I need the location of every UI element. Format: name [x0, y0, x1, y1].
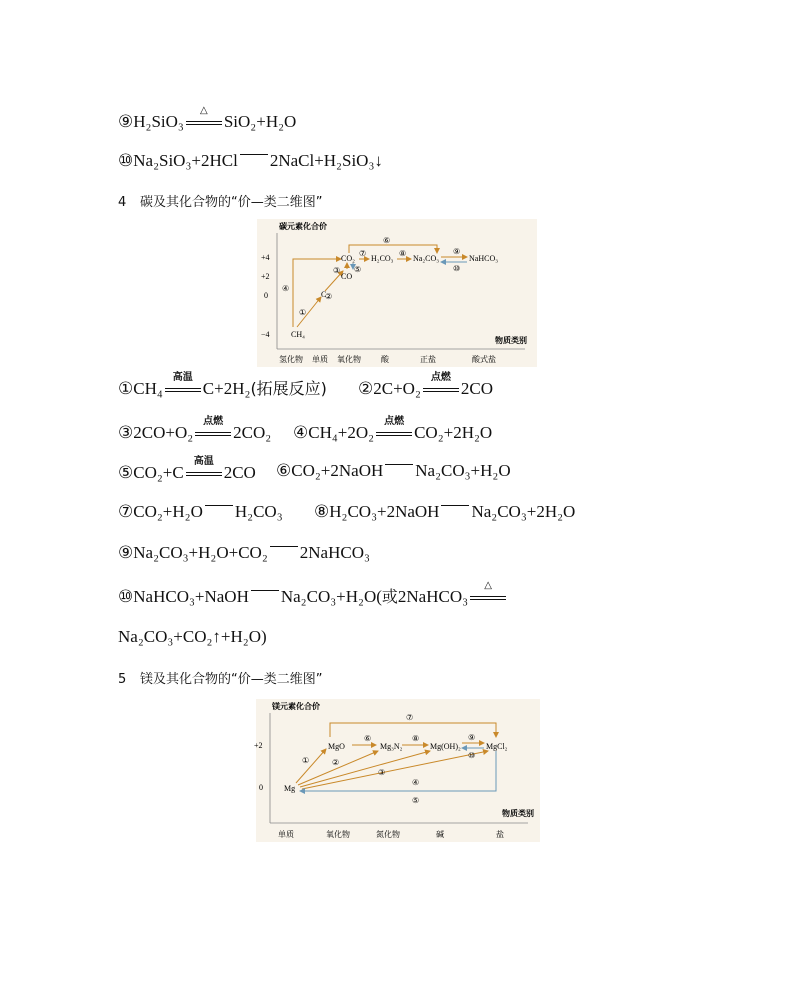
equation-lhs: H₂SiO₃: [133, 112, 184, 131]
route-label: ⑤: [412, 796, 420, 805]
route-label: ⑧: [399, 249, 407, 258]
magnesium-valence-class-diagram: [256, 699, 540, 842]
carbon-equation-1: [118, 372, 327, 398]
y-axis-title: 镁元素化合价: [272, 702, 320, 711]
carbon-equation-6: [276, 462, 511, 479]
x-category: 酸式盐: [472, 355, 496, 364]
equation-number: ⑨: [118, 112, 134, 131]
equation-rhs: SiO₂+H₂O: [223, 112, 297, 131]
species-mgcl2: MgCl₂: [486, 742, 508, 751]
equation-rhs: 2NaHCO₃: [299, 543, 370, 562]
x-category: 单质: [278, 830, 294, 839]
route-label: ⑨: [468, 733, 476, 742]
route-label: ⑩: [453, 264, 461, 273]
species-na2co3: Na₂CO₃: [413, 254, 440, 263]
route-label: ⑥: [364, 734, 372, 743]
route-label: ②: [325, 292, 333, 301]
species-co2: CO₂: [341, 254, 355, 263]
alternative-prefix: 或: [381, 587, 398, 606]
y-tick: +2: [254, 741, 263, 750]
equals-sign: [205, 505, 233, 514]
carbon-equation-5: [118, 456, 256, 482]
species-mgo: MgO: [328, 742, 345, 751]
equation-rhs: CO₂+2H₂O: [414, 423, 493, 442]
equation-lhs: CO₂+2NaOH: [291, 461, 384, 480]
x-category: 氧化物: [337, 355, 361, 364]
species-mgoh2: Mg(OH)₂: [430, 742, 461, 751]
equation-rhs: Na₂CO₃+H₂O(: [280, 587, 382, 606]
y-tick: 0: [259, 783, 263, 792]
equals-sign: [240, 154, 268, 163]
equation-rhs: H₂CO₃: [234, 502, 283, 521]
equation-rhs: C+2H₂: [202, 379, 251, 398]
equation-rhs: 2NaCl+H₂SiO₃↓: [269, 151, 383, 170]
ignite-condition: 点燃: [376, 422, 412, 440]
section-title: 碳及其化合物的“价—类二维图”: [140, 195, 323, 210]
equation-number: ⑩: [118, 587, 134, 606]
equation-number: ⑨: [118, 543, 134, 562]
route-2-arrow: [298, 751, 378, 785]
carbon-equation-10: [118, 580, 508, 606]
equation-rhs: 2CO: [460, 379, 494, 398]
equation-lhs: CO₂+C: [133, 463, 184, 482]
high-temp-condition: 高温: [165, 378, 201, 396]
equation-lhs: NaHCO₃+NaOH: [133, 587, 249, 606]
section-4-heading: [118, 191, 322, 210]
alternative-lhs: 2NaHCO₃: [397, 587, 469, 606]
route-label: ⑤: [354, 265, 362, 274]
x-category: 氧化物: [326, 830, 350, 839]
species-co: CO: [341, 272, 353, 281]
heat-condition: △: [470, 586, 506, 604]
route-label: ④: [282, 284, 290, 293]
species-ch4: CH₄: [291, 330, 305, 339]
route-1-arrow: [296, 749, 326, 783]
equation-rhs: 2CO: [223, 463, 256, 482]
route-4-arrow: [302, 751, 488, 789]
equals-sign: [385, 464, 413, 473]
y-tick: +2: [261, 272, 270, 281]
y-tick: 0: [264, 291, 268, 300]
y-axis-title: 碳元素化合价: [279, 222, 327, 231]
x-category: 酸: [381, 355, 389, 364]
species-nahco3: NaHCO₃: [469, 254, 499, 263]
species-h2co3: H₂CO₃: [371, 254, 394, 263]
ignite-condition: 点燃: [195, 422, 231, 440]
carbon-equation-10-continued: [118, 628, 267, 645]
route-label: ③: [333, 266, 341, 275]
ignite-condition: 点燃: [423, 378, 459, 396]
equation-number: ①: [118, 379, 134, 398]
equals-sign: [441, 505, 469, 514]
carbon-equation-2: [358, 372, 494, 398]
equation-9-top: [118, 105, 297, 131]
heat-condition: △: [186, 111, 222, 129]
route-label: ⑥: [383, 236, 391, 245]
equals-sign: [270, 546, 298, 555]
equation-lhs: Na₂CO₃+H₂O+CO₂: [133, 543, 268, 562]
x-axis-title: 物质类别: [502, 809, 534, 818]
equation-lhs: CO₂+H₂O: [133, 502, 203, 521]
equation-number: ⑦: [118, 502, 134, 521]
species-mg: Mg: [284, 784, 296, 793]
high-temp-condition: 高温: [186, 462, 222, 480]
equation-number: ③: [118, 423, 134, 442]
section-title: 镁及其化合物的“价—类二维图”: [140, 672, 323, 687]
equation-lhs: 2CO+O₂: [133, 423, 194, 442]
route-label: ⑦: [359, 249, 367, 258]
equation-rhs: Na₂CO₃+2H₂O: [471, 502, 576, 521]
carbon-equation-9: [118, 544, 370, 561]
route-label: ④: [412, 778, 420, 787]
route-5-arrow: [300, 751, 496, 791]
equation-lhs: H₂CO₃+2NaOH: [329, 502, 440, 521]
equation-10-top: [118, 152, 383, 169]
x-category: 氢化物: [279, 355, 303, 364]
carbon-equation-3: [118, 416, 272, 442]
species-mg3n2: Mg₃N₂: [380, 742, 403, 751]
route-label: ⑧: [412, 734, 420, 743]
alternative-rhs: Na₂CO₃+CO₂↑+H₂O): [118, 627, 267, 646]
species-c: C: [321, 290, 327, 299]
equation-lhs: CH₄+2O₂: [308, 423, 375, 442]
section-5-heading: [118, 668, 322, 687]
carbon-equation-4: [293, 416, 493, 442]
route-label: ③: [378, 768, 386, 777]
equation-number: ⑥: [276, 461, 292, 480]
equation-number: ⑩: [118, 151, 134, 170]
equation-lhs: 2C+O₂: [373, 379, 421, 398]
y-tick: +4: [261, 253, 270, 262]
equation-number: ⑧: [314, 502, 330, 521]
x-category: 氮化物: [376, 830, 400, 839]
x-category: 正盐: [420, 355, 436, 364]
equation-lhs: Na₂SiO₃+2HCl: [133, 151, 238, 170]
equation-number: ⑤: [118, 463, 134, 482]
route-label: ①: [299, 308, 307, 317]
route-label: ②: [332, 758, 340, 767]
y-tick: −4: [261, 330, 270, 339]
equation-rhs: Na₂CO₃+H₂O: [415, 461, 511, 480]
x-axis-title: 物质类别: [495, 336, 527, 345]
equals-sign: [251, 590, 279, 599]
equation-note: (拓展反应): [250, 379, 327, 398]
route-label: ⑩: [468, 751, 476, 760]
section-number: 4: [118, 195, 127, 210]
section-number: 5: [118, 672, 127, 687]
carbon-valence-class-diagram: [257, 219, 537, 367]
route-label: ⑦: [406, 713, 414, 722]
carbon-equation-7: [118, 503, 283, 520]
x-category: 单质: [312, 355, 328, 364]
equation-rhs: 2CO₂: [233, 423, 272, 442]
route-label: ⑨: [453, 247, 461, 256]
route-label: ①: [302, 756, 310, 765]
equation-number: ②: [358, 379, 374, 398]
equation-number: ④: [293, 423, 309, 442]
x-category: 盐: [496, 830, 504, 839]
carbon-equation-8: [314, 503, 575, 520]
equation-lhs: CH₄: [133, 379, 163, 398]
x-category: 碱: [436, 830, 444, 839]
